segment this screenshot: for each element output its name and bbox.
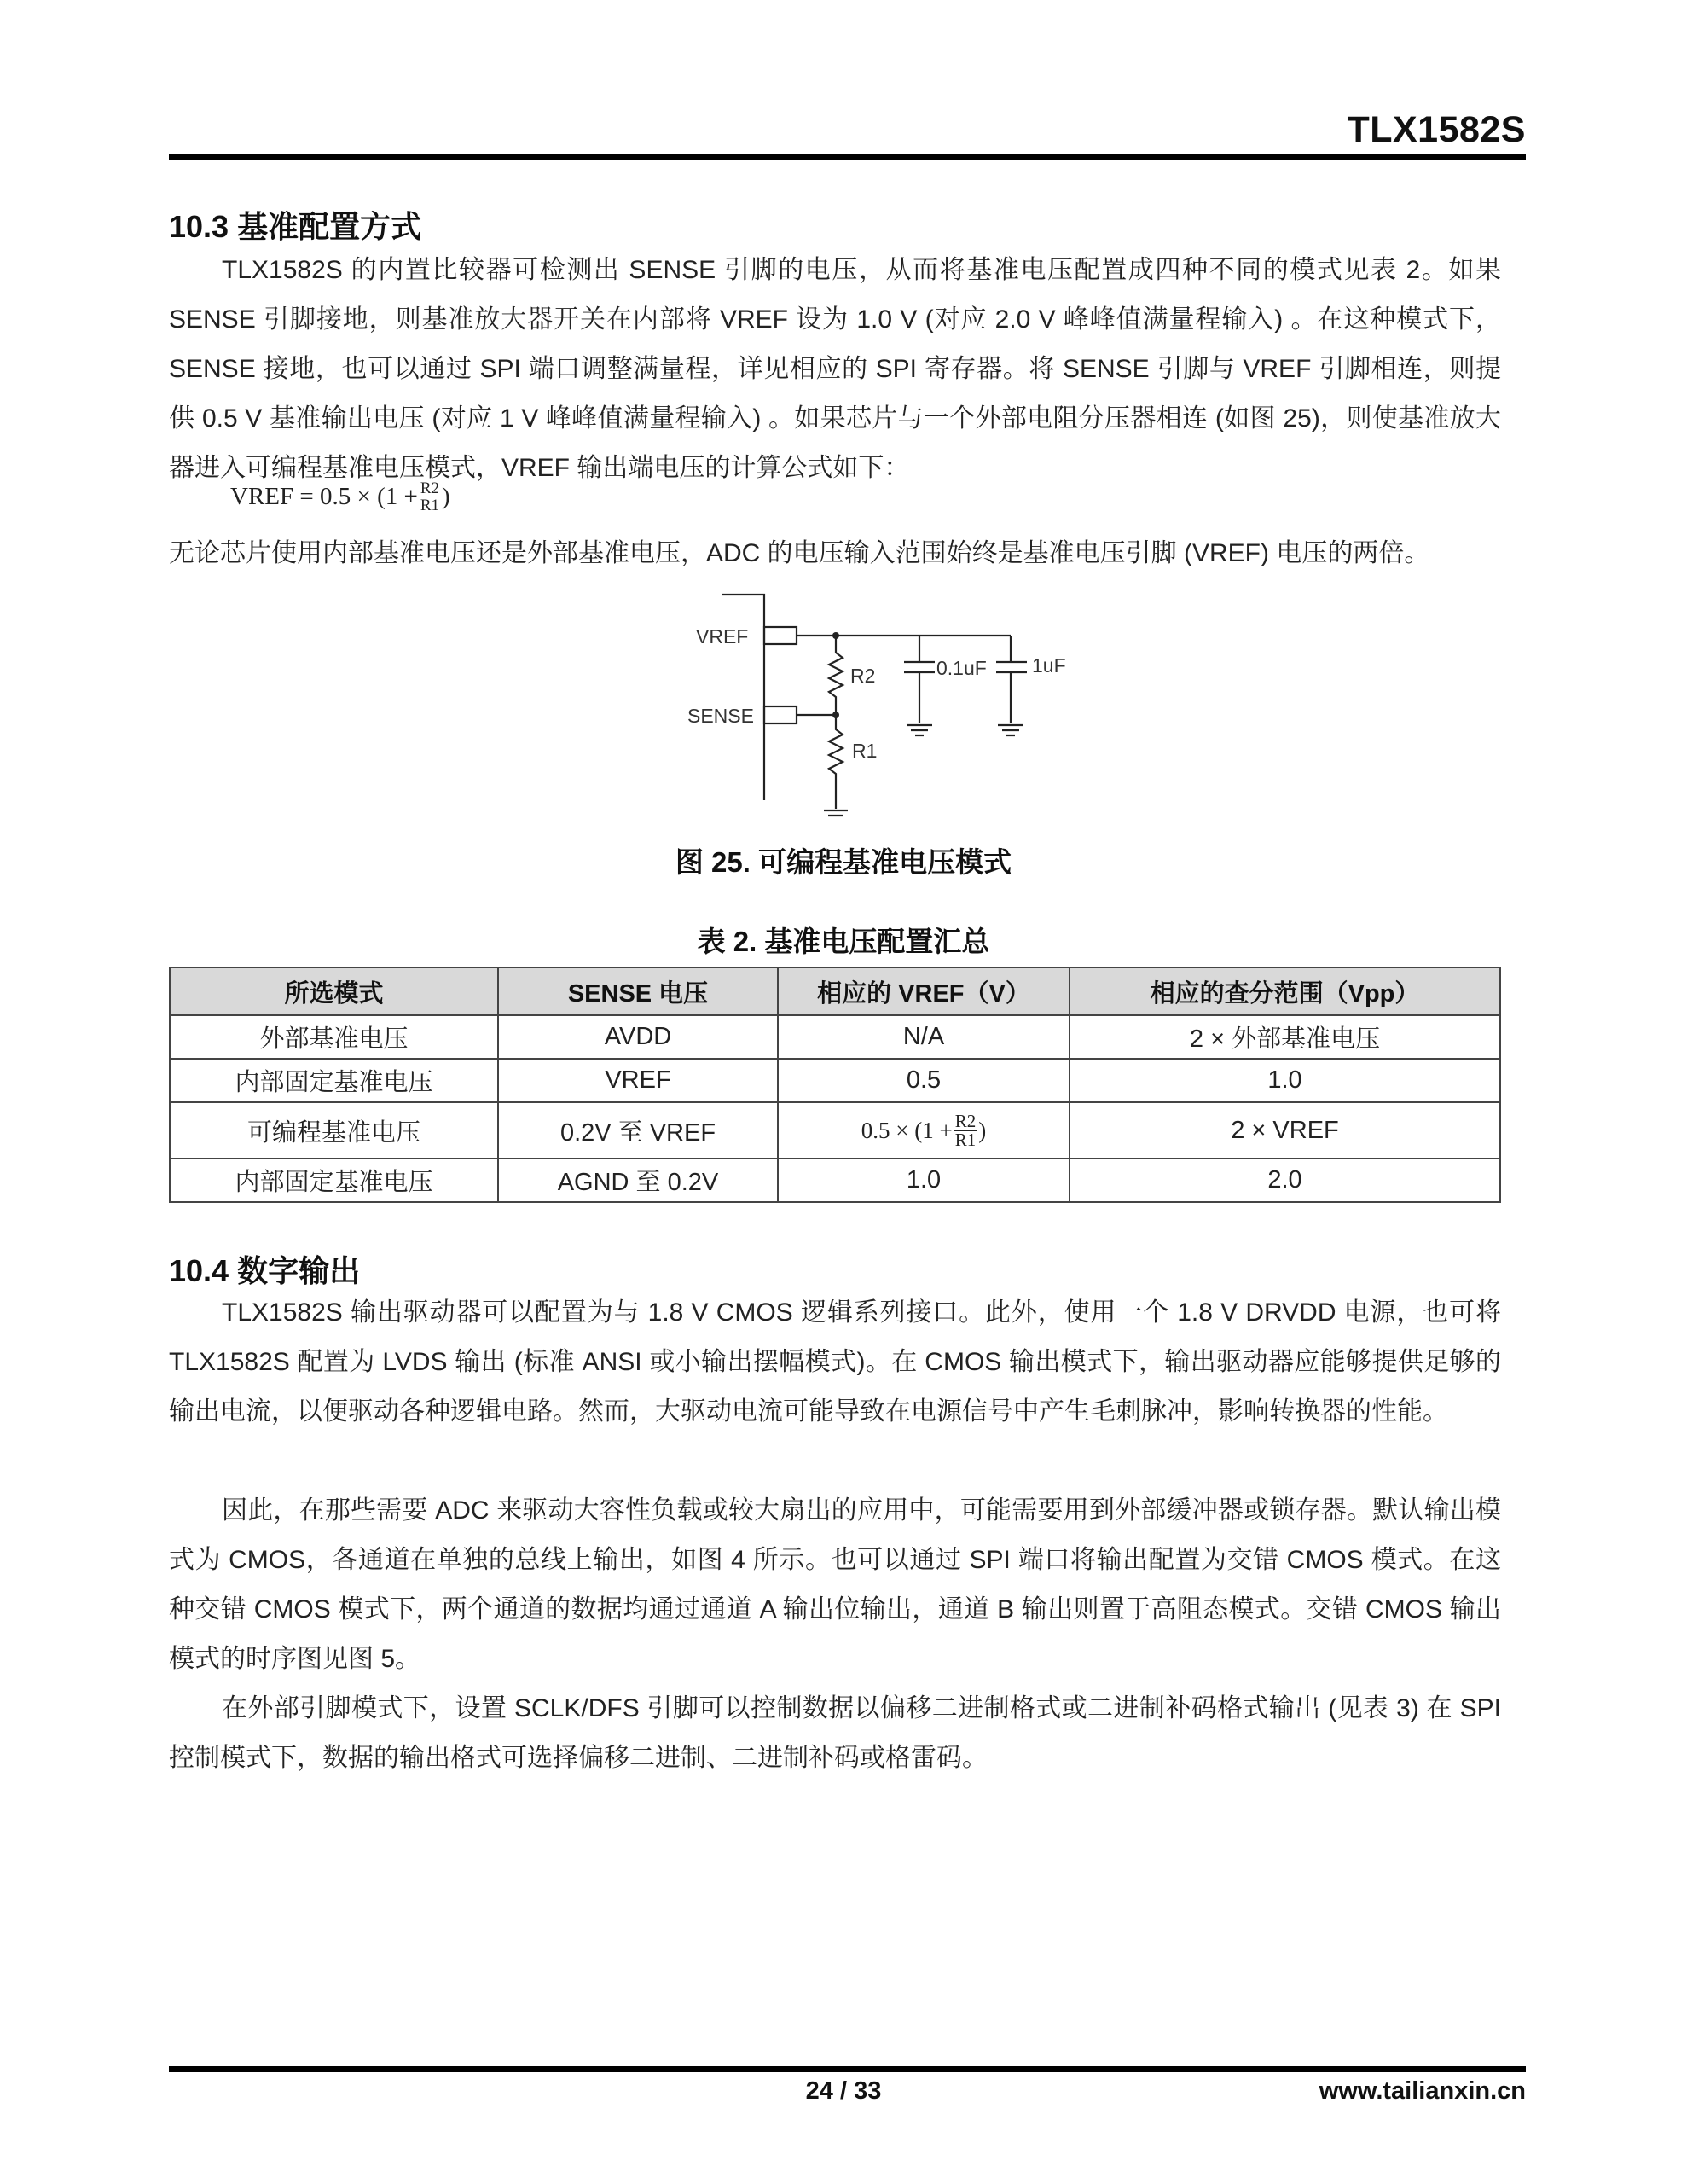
sense-pin [764, 706, 797, 723]
vref-pin [764, 627, 797, 644]
table-cell: VREF [498, 1059, 778, 1102]
header-rule [169, 154, 1526, 160]
resistor-r1 [829, 715, 843, 809]
table-cell: 2 × 外部基准电压 [1070, 1015, 1500, 1059]
footer-rule [169, 2066, 1526, 2072]
table-row [170, 1102, 1500, 1159]
vref-formula [230, 480, 450, 514]
capacitor-label-0-1uf: 0.1uF [936, 657, 987, 679]
section-title-10-4: 10.4 数字输出 [169, 1253, 361, 1288]
table-cell: 0.2V 至 VREF [498, 1102, 778, 1159]
paragraph-reference-config: TLX1582S 的内置比较器可检测出 SENSE 引脚的电压，从而将基准电压配置成四种不同的模式见表 2。如果 SENSE 引脚接地，则基准放大器开关在内部将 VREF 设为 1.0 V (对应 2.0 V 峰峰值满量程输入) 。在这种模式下，SENSE 接地，也可以通过 SPI 端口调整满量程，详见相应的 SPI 寄存器。将 SENSE 引脚与 VREF 引脚相连，则提供 0.5 V 基准输出电压 (对应 1 V 峰峰值满量程输入) 。如果芯片与一个外部电阻分压器相连 (如图 25)，则使基准放大器进入可编程基准电压模式，VREF 输出端电压的计算公式如下： [169, 256, 1501, 482]
paragraph-digital-output-3: 在外部引脚模式下，设置 SCLK/DFS 引脚可以控制数据以偏移二进制格式或二进制补码格式输出 (见表 3) 在 SPI 控制模式下，数据的输出格式可选择偏移二进制、二进制补码或格雷码。 [169, 1694, 1501, 1772]
table-cell: AVDD [498, 1015, 778, 1059]
table-cell: 内部固定基准电压 [170, 1059, 498, 1102]
ground-symbol [998, 725, 1023, 735]
resistor-label-r1: R1 [852, 740, 878, 762]
section-title-10-3: 10.3 基准配置方式 [169, 209, 422, 244]
ground-symbol [907, 725, 932, 735]
paragraph-digital-output-1: TLX1582S 输出驱动器可以配置为与 1.8 V CMOS 逻辑系列接口。此外，使用一个 1.8 V DRVDD 电源，也可将 TLX1582S 配置为 LVDS 输出 (标准 ANSI 或小输出摆幅模式)。在 CMOS 输出模式下，输出驱动器应能够提供足够的输出电流，以便驱动各种逻辑电路。然而，大驱动电流可能导致在电源信号中产生毛刺脉冲，影响转换器的性能。 [169, 1298, 1501, 1426]
junction-dot [832, 632, 839, 639]
table-cell: 1.0 [1070, 1059, 1500, 1102]
formula-fraction [420, 480, 440, 514]
table-caption: 表 2. 基准电压配置汇总 [697, 926, 990, 957]
table-row [170, 1015, 1500, 1059]
formula-denominator: R1 [420, 497, 440, 514]
table-cell: N/A [778, 1015, 1070, 1059]
table-cell-formula [778, 1102, 1070, 1159]
capacitor-label-1uf: 1uF [1032, 654, 1066, 677]
formula-numerator: R2 [954, 1110, 977, 1131]
figure-caption: 图 25. 可编程基准电压模式 [675, 846, 1012, 878]
table-cell: 0.5 [778, 1059, 1070, 1102]
reference-config-table [169, 967, 1501, 1203]
table-cell: 1.0 [778, 1159, 1070, 1202]
column-header: 相应的 VREF（V） [778, 967, 1070, 1015]
vref-formula-cell [861, 1112, 986, 1149]
formula-numerator: R2 [420, 479, 440, 497]
column-header: 相应的查分范围（Vpp） [1070, 967, 1500, 1015]
formula-rhs: ) [442, 483, 450, 510]
resistor-label-r2: R2 [850, 665, 876, 687]
formula-lhs: 0.5 × (1 + [861, 1117, 953, 1143]
table-header-row [170, 967, 1500, 1015]
table-cell: 2 × VREF [1070, 1102, 1500, 1159]
column-header: SENSE 电压 [498, 967, 778, 1015]
formula-fraction [954, 1112, 977, 1149]
paragraph-input-range: 无论芯片使用内部基准电压还是外部基准电压，ADC 的电压输入范围始终是基准电压引脚 (VREF) 电压的两倍。 [169, 539, 1430, 567]
formula-rhs: ) [978, 1117, 987, 1143]
capacitor-1uf [996, 636, 1027, 723]
table-row [170, 1059, 1500, 1102]
junction-dot [832, 712, 839, 718]
table-cell: 可编程基准电压 [170, 1102, 498, 1159]
product-name: TLX1582S [1347, 109, 1526, 150]
pin-label-sense: SENSE [687, 705, 754, 727]
table-cell: 外部基准电压 [170, 1015, 498, 1059]
pin-label-vref: VREF [696, 625, 749, 648]
table-cell: AGND 至 0.2V [498, 1159, 778, 1202]
formula-denominator: R1 [954, 1129, 977, 1150]
formula-lhs: VREF = 0.5 × (1 + [230, 483, 418, 510]
table-cell: 内部固定基准电压 [170, 1159, 498, 1202]
ground-symbol [824, 810, 848, 819]
programmable-reference-circuit-diagram [665, 589, 1109, 819]
resistor-r2 [829, 636, 843, 715]
website-link[interactable]: www.tailianxin.cn [1319, 2077, 1526, 2105]
column-header: 所选模式 [170, 967, 498, 1015]
capacitor-0-1uf [904, 636, 935, 723]
table-row [170, 1159, 1500, 1202]
page-number: 24 / 33 [805, 2077, 882, 2105]
table-cell: 2.0 [1070, 1159, 1500, 1202]
paragraph-digital-output-2: 因此，在那些需要 ADC 来驱动大容性负载或较大扇出的应用中，可能需要用到外部缓冲器或锁存器。默认输出模式为 CMOS，各通道在单独的总线上输出，如图 4 所示。也可以通过 SPI 端口将输出配置为交错 CMOS 模式。在这种交错 CMOS 模式下，两个通道的数据均通过通道 A 输出位输出，通道 B 输出则置于高阻态模式。交错 CMOS 输出模式的时序图见图 5。 [169, 1496, 1501, 1673]
